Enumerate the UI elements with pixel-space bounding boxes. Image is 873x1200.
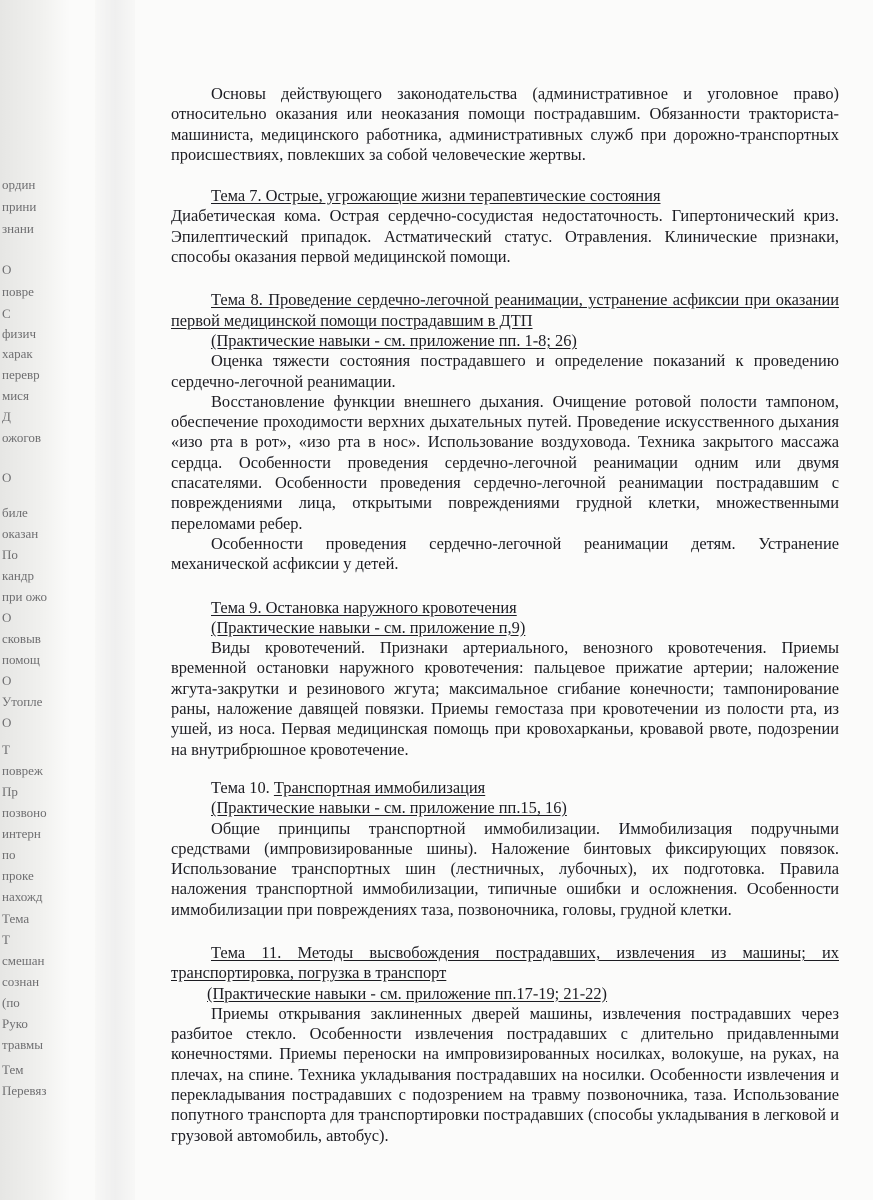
margin-fragment: проке (2, 868, 34, 883)
margin-fragment: повреж (2, 763, 43, 778)
margin-fragment: смешан (2, 953, 45, 968)
margin-fragment: перевр (2, 367, 40, 382)
margin-fragment: при ожо (2, 589, 47, 604)
margin-fragment: по (2, 847, 16, 862)
topic-10-body: Общие принципы транспортной иммобилизации. Иммобилизация подручными средствами (импровизированные шины). Наложение бинтовых фиксирующих повязок. Использование транспортных шин (лестничных, лубочных), их подготовка. Правила наложения транспортной иммобилизации, типичные ошибки и осложнения. Особенности иммобилизации при повреждениях таза, позвоночника, головы, грудной клетки. (171, 818, 839, 919)
margin-fragment: ордин (2, 177, 36, 192)
margin-fragment: О (2, 262, 12, 277)
margin-fragment: физич (2, 326, 37, 341)
margin-fragment: харак (2, 346, 33, 361)
margin-fragment: О (2, 715, 12, 730)
topic-8-heading: Тема 8. Проведение сердечно-легочной реанимации, устранение асфиксии при оказании первой медицинской помощи пострадавшим в ДТП (171, 290, 839, 330)
margin-fragment: О (2, 673, 12, 688)
topic-7-body: Диабетическая кома. Острая сердечно-сосудистая недостаточность. Гипертонический криз. Эпилептический припадок. Астматический статус. Отравления. Клинические признаки, способы оказания первой медицинской помощи. (171, 206, 839, 267)
margin-fragment: помощ (2, 652, 40, 667)
margin-fragment: позвоно (2, 805, 47, 820)
margin-fragment: Пр (2, 784, 18, 799)
margin-fragment: повре (2, 284, 34, 299)
topic-10-practice-ref: (Практические навыки - см. приложение пп.15, 16) (211, 798, 567, 818)
topic-8-paragraph: Оценка тяжести состояния пострадавшего и определение показаний к проведению сердечно-легочной реанимации. (171, 351, 839, 391)
document-body (171, 84, 839, 1146)
topic-8-paragraph: Особенности проведения сердечно-легочной реанимации детям. Устранение механической асфиксии у детей. (171, 533, 839, 574)
topic-9-practice-ref: (Практические навыки - см. приложение п,9) (211, 617, 526, 637)
topic-8-practice-ref: (Практические навыки - см. приложение пп. 1-8; 26) (211, 330, 577, 350)
margin-fragment: интерн (2, 826, 41, 841)
topic-9-body: Виды кровотечений. Признаки артериального, венозного кровотечения. Приемы временной остановки наружного кровотечения: пальцевое прижатие артерии; наложение жгута-закрутки и резинового жгута; максимальное сгибание конечности; тампонирование раны, наложение давящей повязки. Приемы гемостаза при кровотечении из полости рта, из ушей, из носа. Первая медицинская помощь при кровохарканьи, кровавой рвоте, подозрении на внутрибрюшное кровотечение. (171, 638, 839, 759)
margin-fragment: знани (2, 221, 34, 236)
page-fold-shadow (95, 0, 135, 1200)
topic-10-heading: Тема 10. Транспортная иммобилизация (211, 777, 486, 797)
topic-8-paragraph: Восстановление функции внешнего дыхания. Очищение ротовой полости тампоном, обеспечение проходимости верхних дыхательных путей. Проведение искусственного дыхания «изо рта в рот», «изо рта в нос». Использование воздуховода. Техника закрытого массажа сердца. Особенности проведения сердечно-легочной реанимации одним или двумя спасателями. Особенности проведения сердечно-легочной реанимации пострадавшим с повреждениями лица, открытыми повреждениями грудной клетки, множественными переломами ребер. (171, 391, 839, 533)
margin-fragment: Т (2, 932, 10, 947)
margin-fragment: оказан (2, 526, 39, 541)
margin-fragment: По (2, 547, 18, 562)
margin-fragment: О (2, 470, 12, 485)
margin-fragment: Т (2, 742, 10, 757)
margin-fragment: прини (2, 199, 37, 214)
margin-fragment: (по (2, 995, 20, 1010)
margin-fragment: травмы (2, 1037, 43, 1052)
margin-fragment: Руко (2, 1016, 28, 1031)
margin-fragment: кандр (2, 568, 34, 583)
margin-fragment: биле (2, 505, 28, 520)
margin-fragment: Тем (2, 1062, 24, 1077)
margin-fragment: Тема (2, 911, 30, 926)
margin-fragment: Утопле (2, 694, 43, 709)
margin-fragment: С (2, 306, 11, 321)
margin-fragment: нахожд (2, 889, 43, 904)
margin-bleed-text (2, 0, 52, 1200)
margin-fragment: мися (2, 388, 29, 403)
margin-fragment: Перевяз (2, 1083, 47, 1098)
margin-fragment: Д (2, 409, 11, 424)
topic-7-heading: Тема 7. Острые, угрожающие жизни терапевтические состояния (211, 186, 661, 206)
intro-paragraph: Основы действующего законодательства (административное и уголовное право) относительно оказания или неоказания помощи пострадавшим. Обязанности тракториста-машиниста, медицинского работника, административных служб при дорожно-транспортных происшествиях, повлекших за собой человеческие жертвы. (171, 84, 839, 164)
topic-11-practice-ref: (Практические навыки - см. приложение пп.17-19; 21-22) (207, 983, 608, 1003)
margin-fragment: сковыв (2, 631, 41, 646)
margin-fragment: ожогов (2, 430, 41, 445)
margin-fragment: сознан (2, 974, 40, 989)
topic-11-heading: Тема 11. Методы высвобождения пострадавших, извлечения из машины; их транспортировка, погрузка в транспорт (171, 942, 839, 983)
margin-fragment: О (2, 610, 12, 625)
topic-11-body: Приемы открывания заклиненных дверей машины, извлечения пострадавших через разбитое стекло. Особенности извлечения пострадавших с длительно придавленными конечностями. Приемы переноски на импровизированных носилках, волокуше, на руках, на плечах, на спине. Техника укладывания пострадавших на носилки. Особенности извлечения и перекладывания пострадавших с подозрением на травму позвоночника, таза. Использование попутного транспорта для транспортировки пострадавших (способы укладывания в легковой и грузовой автомобиль, автобус). (171, 1003, 839, 1145)
topic-9-heading: Тема 9. Остановка наружного кровотечения (211, 597, 517, 617)
